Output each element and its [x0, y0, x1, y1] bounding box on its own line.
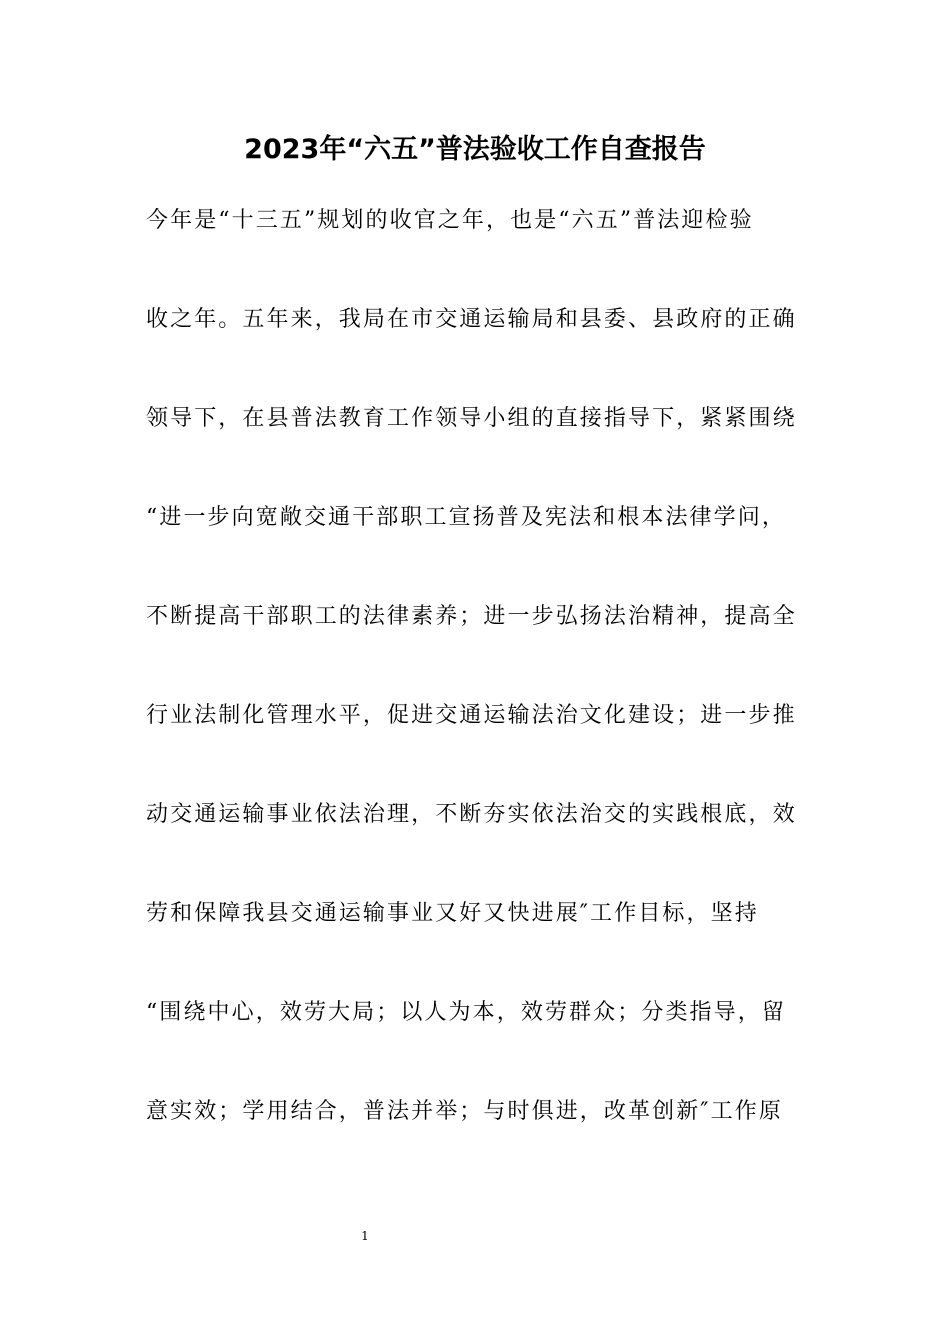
body-line: 劳和保障我县交通运输事业又好又快进展″工作目标，坚持 [146, 901, 759, 926]
page-number: 1 [361, 1229, 369, 1243]
body-line: 动交通运输事业依法治理，不断夯实依法治交的实践根底，效 [146, 802, 797, 827]
body-line: 行业法制化管理水平，促进交通运输法治文化建设；进一步推 [146, 703, 797, 728]
body-line: “进一步向宽敞交通干部职工宣扬普及宪法和根本法律学问， [146, 505, 786, 530]
body-line: “围绕中心，效劳大局；以人为本，效劳群众；分类指导，留 [146, 1000, 786, 1025]
body-line: 意实效；学用结合，普法并举；与时俱进，改革创新″工作原 [146, 1099, 783, 1124]
body-line: 今年是“十三五”规划的收官之年，也是“六五”普法迎检验 [146, 208, 754, 233]
document-body [146, 196, 806, 1186]
body-line: 收之年。五年来，我局在市交通运输局和县委、县政府的正确 [146, 307, 797, 332]
body-line: 领导下，在县普法教育工作领导小组的直接指导下，紧紧围绕 [146, 406, 797, 431]
body-line: 不断提高干部职工的法律素养；进一步弘扬法治精神，提高全 [146, 604, 797, 629]
document-title: 2023年“六五”普法验收工作自查报告 [244, 134, 706, 165]
